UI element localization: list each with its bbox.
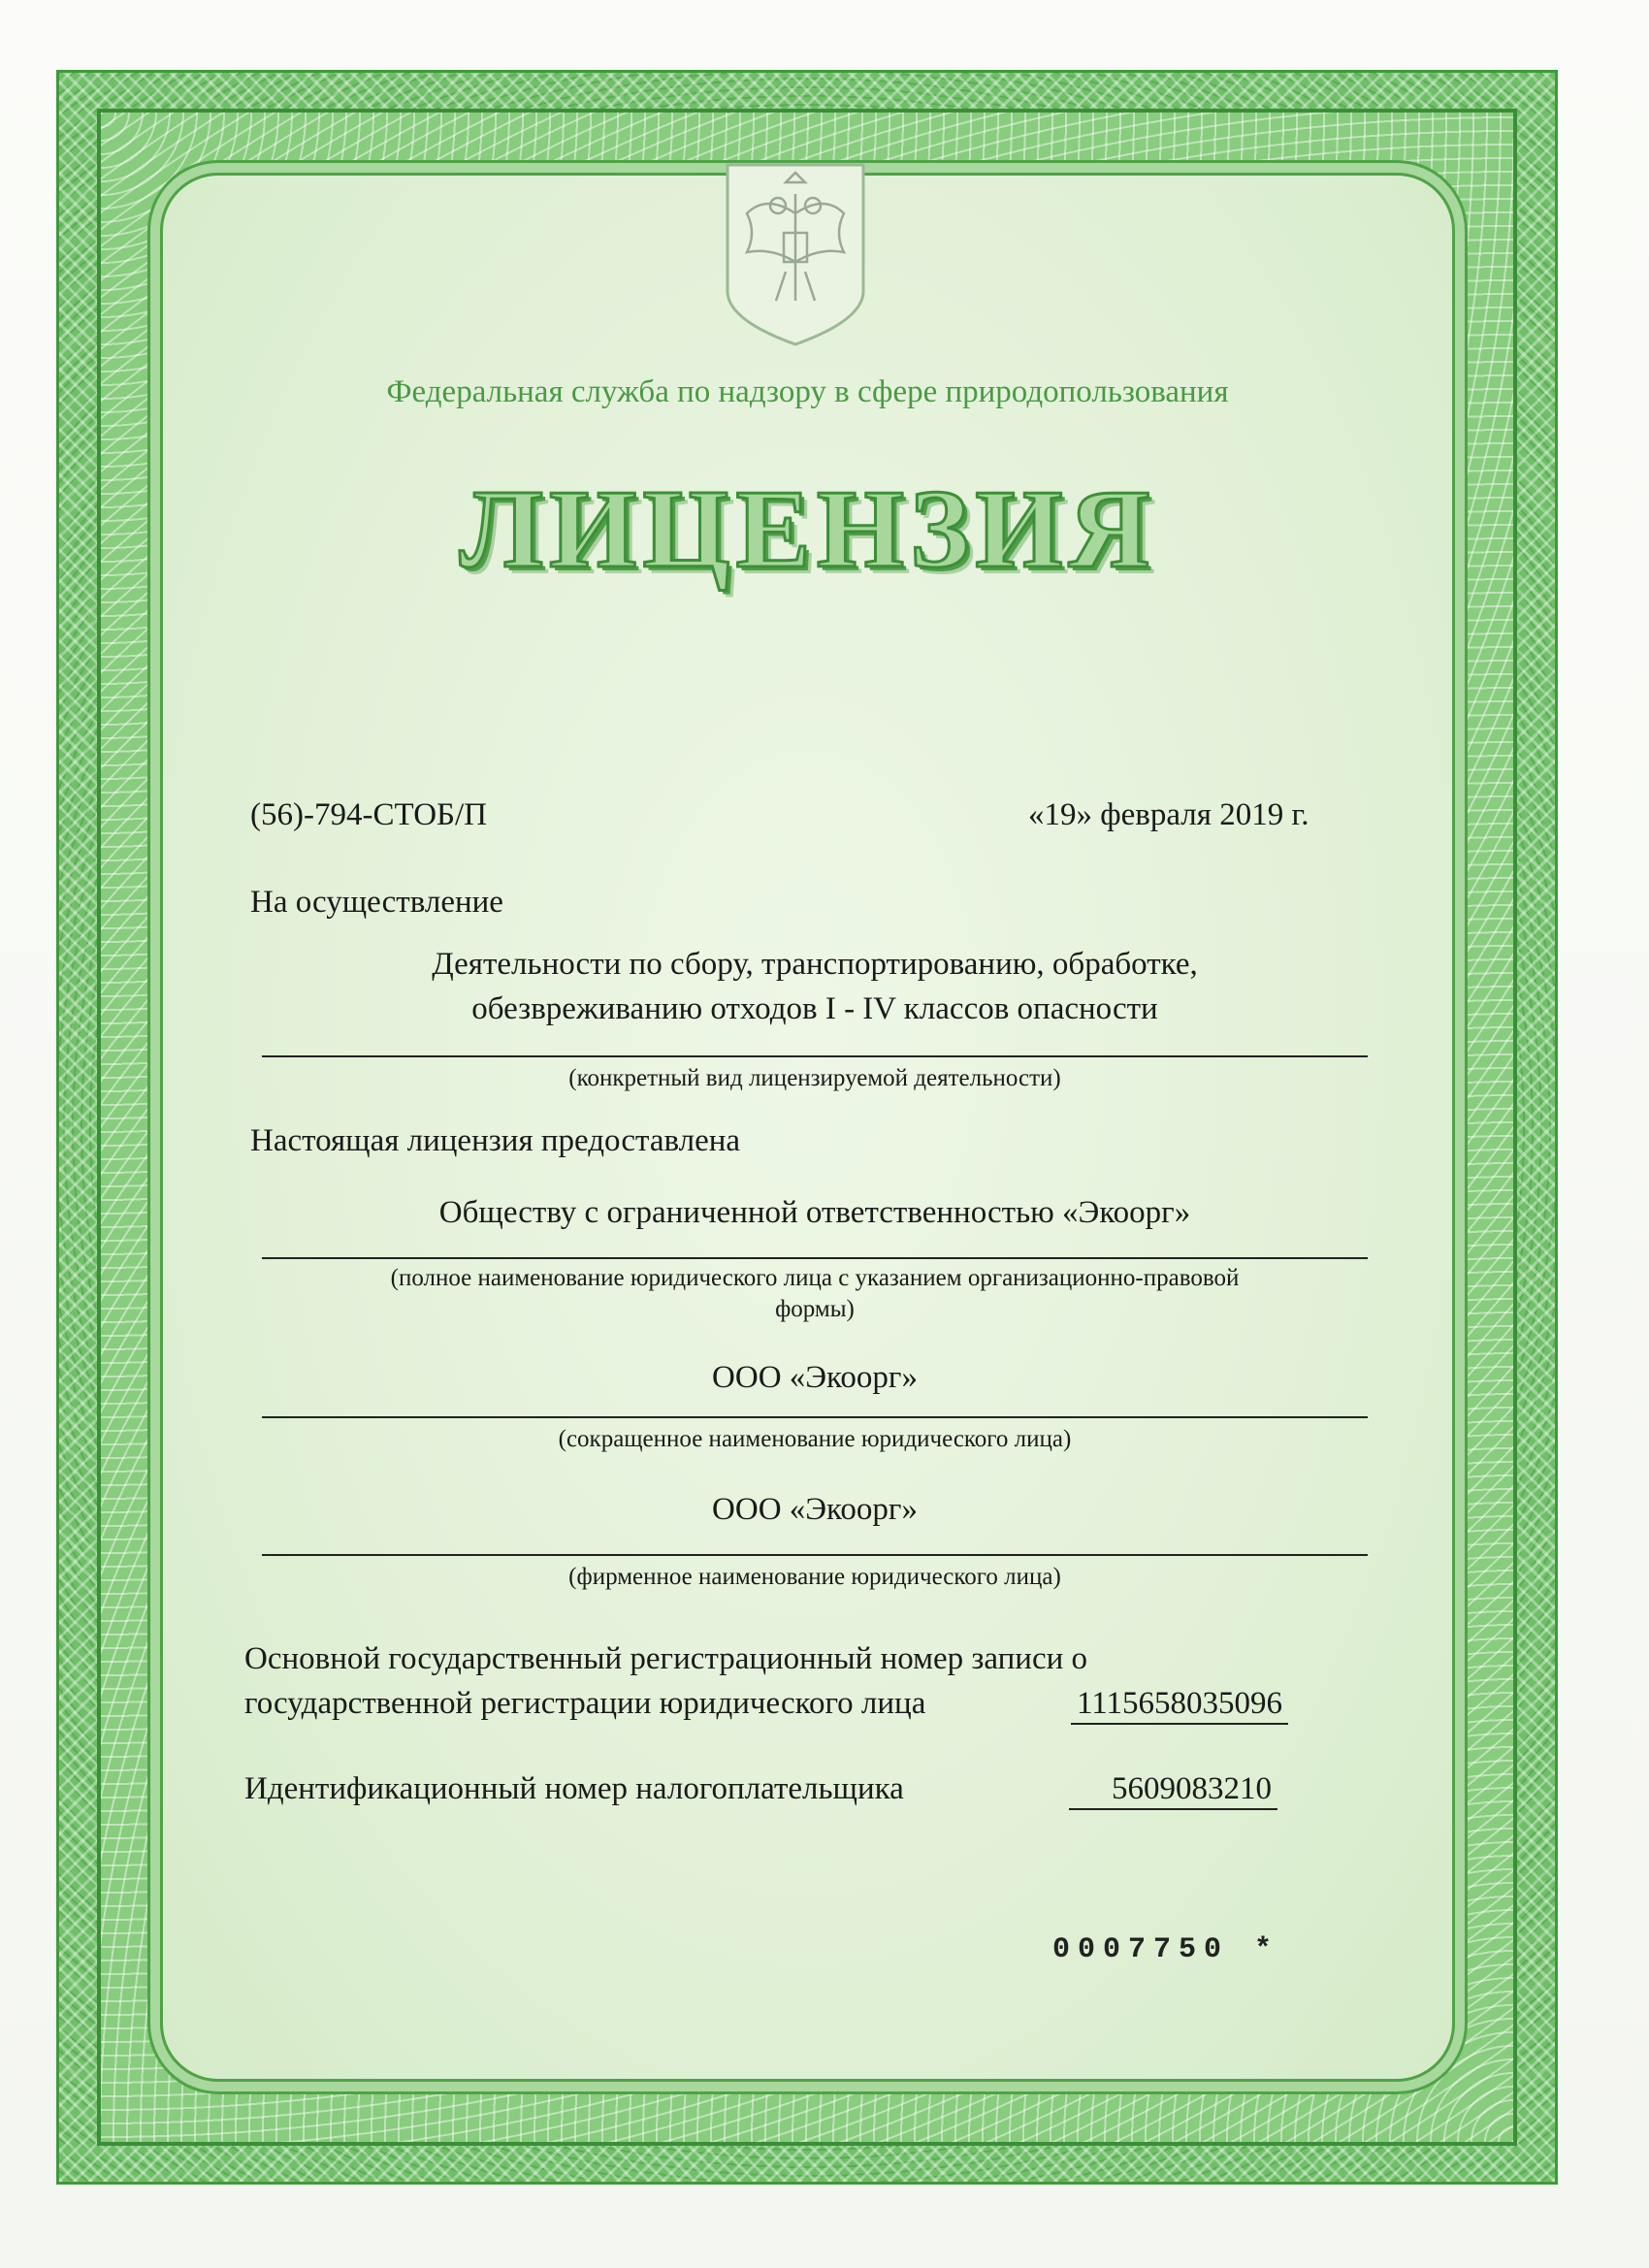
russian-coat-of-arms-icon (718, 155, 873, 349)
full-name-caption-1: (полное наименование юридического лица с указанием организационно-правовой (390, 1265, 1240, 1291)
activity-line-1: Деятельности по сбору, транспортированию, обработке, (432, 947, 1198, 982)
ogrn-label-2: государственной регистрации юридического лица (244, 1686, 926, 1721)
short-company-name: ООО «Экоорг» (712, 1360, 918, 1395)
brand-name-caption: (фирменное наименование юридического лица) (568, 1564, 1061, 1590)
full-company-name: Обществу с ограниченной ответственностью «Экоорг» (438, 1195, 1191, 1230)
full-name-caption-2: формы) (775, 1296, 855, 1322)
agency-name: Федеральная служба по надзору в сфере природопользования (386, 374, 1229, 409)
activity-line-2: обезвреживанию отходов I - IV классов опасности (471, 991, 1158, 1026)
activity-intro: На осуществление (250, 885, 503, 920)
activity-underline (262, 1055, 1368, 1057)
short-name-underline (262, 1416, 1368, 1418)
full-name-underline (262, 1257, 1368, 1259)
brand-company-name: ООО «Экоорг» (712, 1492, 918, 1527)
serial-number: 0007750 (1052, 1933, 1230, 1966)
blank-serial-number (1052, 1933, 1279, 1966)
activity-caption: (конкретный вид лицензируемой деятельности) (568, 1065, 1061, 1091)
short-name-caption: (сокращенное наименование юридического лица) (558, 1426, 1072, 1452)
inn-value: 5609083210 (1069, 1771, 1277, 1810)
granted-intro: Настоящая лицензия предоставлена (250, 1123, 741, 1158)
license-date: «19» февраля 2019 г. (1028, 797, 1310, 832)
ogrn-value: 1115658035096 (1071, 1686, 1288, 1725)
ogrn-label-1: Основной государственный регистрационный номер записи о (244, 1641, 1088, 1676)
serial-mark: * (1254, 1933, 1280, 1966)
license-number: (56)-794-СТОБ/П (250, 797, 487, 832)
inn-label: Идентификационный номер налогоплательщика (244, 1771, 904, 1806)
document-title: ЛИЦЕНЗИЯ (459, 468, 1156, 592)
brand-name-underline (262, 1554, 1368, 1556)
